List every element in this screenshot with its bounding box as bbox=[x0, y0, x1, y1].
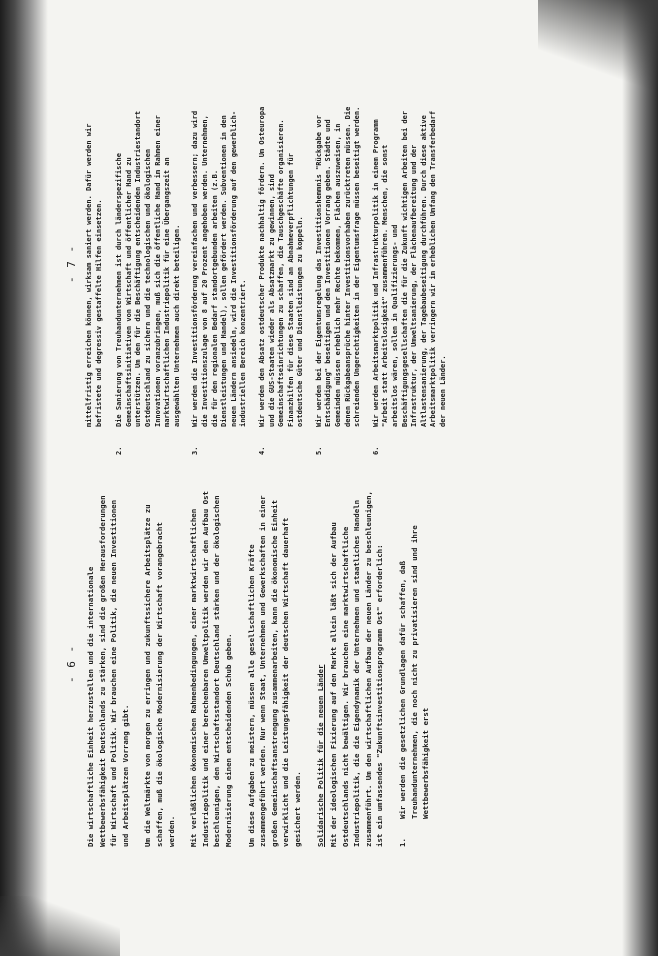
list-item bbox=[115, 105, 182, 455]
list-item-text: Wir werden die Investitionsförderung vereinfachen und verbessern; dazu wird die Investitionszulage von 8 auf 20 Prozent angehoben werden. Unternehmen, die für den regionalen Bedarf standortgebunden arbeiten (z.B. Dienstleistungen und Handel), sollen gefördert werden. Subventionen in den neuen Ländern ansiedeln, wird die Investitionsförderung auf den gewerblich-industriellen Bereich konzentriert. bbox=[191, 110, 248, 427]
paragraph: Mit verläßlichen ökonomischen Rahmenbedingungen, einer marktwirtschaftlichen Industriepolitik und einer berechenbaren Umweltpolitik werden wir den Aufbau Ost beschleunigen, den Wirtschaftsstandort Deutschland stärken und der ökologischen Modernisierung einen entscheidenden Schub geben. bbox=[189, 491, 233, 847]
list-item-number: 5. bbox=[314, 446, 323, 455]
list-item-number: 6. bbox=[371, 446, 380, 455]
list-item-text: Wir werden den Absatz ostdeutscher Produkte nachhaltig fördern. Um Osteuropa und die GUS-Staaten wieder als Absatzmarkt zu gewinnen, sind Gemeinschaftseinrichtungen zu schaffen, die Tauschgeschäfte organisieren. Finanzhilfen für diese Staaten sind an Abnahmeverpflichtungen für ostdeutsche Güter und Dienstleistungen zu koppeln. bbox=[257, 106, 305, 427]
list-item bbox=[372, 105, 449, 455]
list-item-text: Wir werden bei der Eigentumsregelung das Investitionshemmnis "Rückgabe vor Entschädigung" beseitigen und den Investitionen Vorrang geben. Städte und Gemeinden müssen erheblich mehr Rechte bekommen, Flächen auszuweisen, in denen Rückgabeansprüche hinter Investitionsvorhaben zurücktreten müssen. Die schreienden Ungerechtigkeiten in der Eigentumsfrage müssen beseitigt werden. bbox=[314, 106, 362, 427]
paragraph: Um diese Aufgaben zu meistern, müssen alle gesellschaftlichen Kräfte zusammengeführt werden. Nur wenn Staat, Unternehmen und Gewerkschaften in einer großen Gemeinschaftsanstrengung zusammenarbeiten, kann die ökonomische Einheit verwirklicht und die Leistungsfähigkeit der deutschen Wirtschaft dauerhaft gesichert werden. bbox=[246, 495, 302, 847]
list-item-number: 1. bbox=[398, 838, 408, 847]
list-item-number: 4. bbox=[257, 446, 266, 455]
page-number-left: - 6 - bbox=[65, 644, 78, 683]
list-item bbox=[397, 491, 432, 847]
document-sheet bbox=[59, 73, 599, 883]
scan-bottom-shadow bbox=[0, 896, 120, 956]
paragraph: Mit der ideologischen Fixierung auf den Markt allein läßt sich der Aufbau Ostdeutschlands nicht bewältigen. Wir brauchen eine marktwirtschaftliche Industriepolitik, die die Eigendynamik der Unternehmen und staatliches Handeln zusammenführt. Um den wirtschaftlichen Aufbau der neuen Länder zu beschleunigen, ist ein umfassendes "Zukunftsinvestitionsprogramm Ost" erforderlich: bbox=[329, 491, 385, 847]
right-page-column bbox=[85, 105, 458, 455]
list-item-number: 3. bbox=[191, 446, 200, 455]
continued-paragraph: mittelfristig erreichen können, wirksam saniert werden. Dafür werden wir befristete und degressiv gestaffelte Hilfen einsetzen. bbox=[85, 123, 103, 427]
scan-edge-left bbox=[0, 0, 48, 956]
list-item bbox=[315, 105, 363, 455]
list-item-text: Die Sanierung von Treuhandunternehmen ist durch länderspezifische Gemeinschaftsinitiativen von Wirtschaft und öffentlicher Hand zu unterstützen. Um den für die Beschäftigung entscheidenden Industriestandort Ostdeutschland zu sichern und die technologischen und ökologischen Innovationen voranzubringen, muß sich die öffentliche Hand im Rahmen einer marktwirtschaftlichen Industriepolitik für eine Übergangszeit an ausgewählten Unternehmen auch direkt beteiligen. bbox=[115, 110, 181, 427]
list-item-text: Wir werden Arbeitsmarktpolitik und Infrastrukturpolitik in einem Programm "Arbeit statt Arbeitslosigkeit" zusammenführen. Menschen, die sonst arbeitslos wären, sollen in Qualifizierungs- und Beschäftigungsgesellschaften die für die Zukunft wichtigen Arbeiten bei der Infrastruktur, der Umweltsanierung, der Flächenaufbereitung und der Altlastensanierung, der Tagebaubeseitigung durchführen. Durch diese aktive Arbeitsmarktpolitik verringern wir im erheblichen Umfang den Transferbedarf der neuen Länder. bbox=[371, 110, 447, 427]
page-number-right: - 7 - bbox=[65, 244, 78, 283]
paragraph: Die wirtschaftliche Einheit herzustellen und die internationale Wettbewerbsfähigkeit Deutschlands zu stärken, sind die großen Herausforderungen für Wirtschaft und Politik. Wir brauchen eine Politik, die neuen Investitionen und Arbeitsplätzen Vorrang gibt. bbox=[86, 495, 130, 847]
list-item bbox=[191, 105, 249, 455]
left-page-column bbox=[85, 491, 441, 847]
list-item bbox=[258, 105, 306, 455]
paragraph: Um die Weltmärkte von morgen zu erringen und zukunftssichere Arbeitsplätze zu schaffen, muß die ökologische Modernisierung der Wirtschaft vorangebracht werden. bbox=[143, 504, 176, 847]
section-heading: Solidarische Politik für die neuen Länder bbox=[315, 664, 325, 847]
scan-edge-right bbox=[622, 0, 658, 956]
list-item-text: Wir werden die gesetzlichen Grundlagen dafür schaffen, daß Treuhandunternehmen, die noch nicht zu privatisieren sind und ihre Wettbewerbsfähigkeit erst bbox=[398, 525, 431, 819]
list-item-number: 2. bbox=[115, 446, 124, 455]
